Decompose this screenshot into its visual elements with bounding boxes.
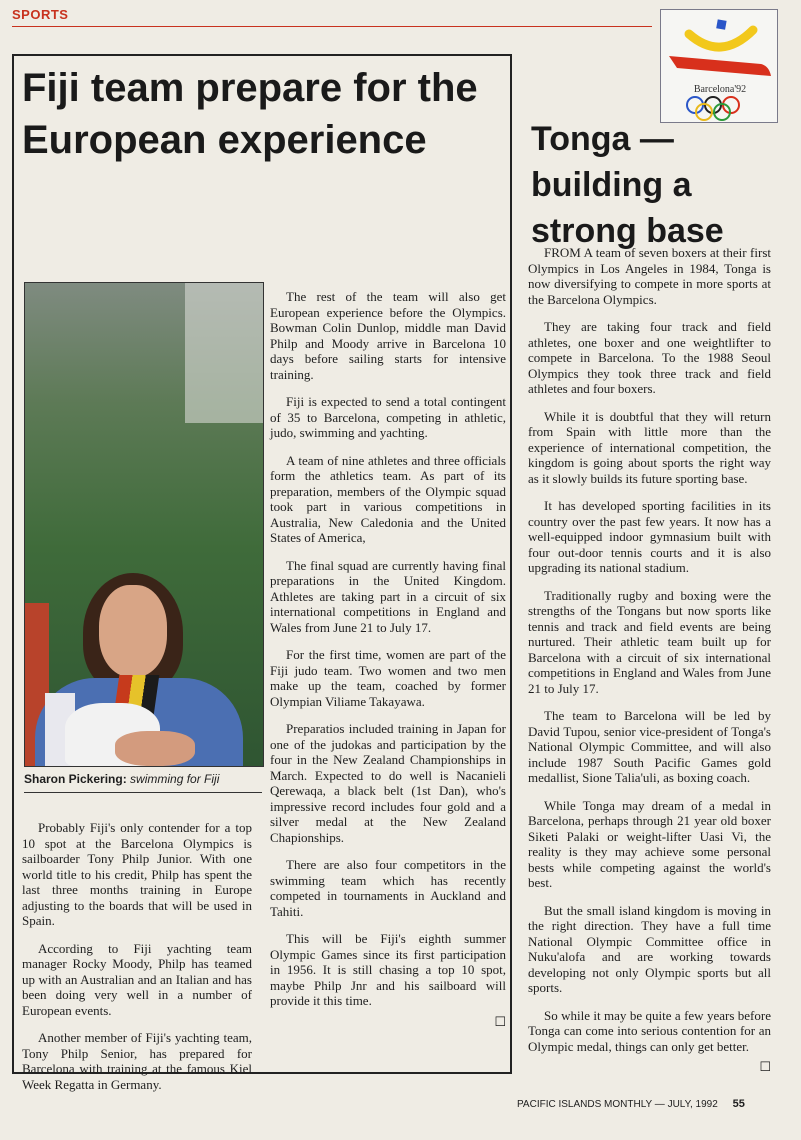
fiji-left-column xyxy=(22,820,252,1104)
tonga-paragraph: So while it may be quite a few years before Tonga can come into serious contention for an Olympic medal, things can only get better. xyxy=(528,1007,771,1054)
caption-rule xyxy=(24,792,262,793)
fiji-paragraph: Fiji is expected to send a total contingent of 35 to Barcelona, competing in athletic, judo, swimming and yachting. xyxy=(270,394,506,440)
photo-background xyxy=(185,283,263,423)
athlete-photo xyxy=(24,282,264,767)
end-mark-icon: ☐ xyxy=(759,1060,771,1075)
fiji-right-column xyxy=(270,289,506,1030)
tonga-paragraph: FROM A team of seven boxers at their first Olympics in Los Angeles in 1984, Tonga is now diversifying to compete in more sports at the Barcelona Olympics. xyxy=(528,245,771,307)
tonga-column xyxy=(528,245,771,1076)
tonga-paragraph: Traditionally rugby and boxing were the strengths of the Tongans but now sports like tennis and track and field events are being nurtured. Their athletic team built up for Barcelona with a circuit of six international competitions in England and Wales from June 21 to July 17. xyxy=(528,587,771,696)
page-footer xyxy=(517,1098,767,1110)
photo-hands xyxy=(115,731,195,766)
fiji-paragraph: According to Fiji yachting team manager Rocky Moody, Philp has teamed up with an Australian and an Italian and has been doing very well in a number of European events. xyxy=(22,940,252,1018)
caption-text: swimming for Fiji xyxy=(130,772,220,786)
fiji-paragraph: Preparatios included training in Japan for one of the judokas and participation by the four in the New Zealand Championships in March. Expected to do well is Nacanieli Qerewaqa, a black belt (1st Dan), who's impressive record includes four gold and a silver medal at the New Zealand Chapionships. xyxy=(270,721,506,845)
end-mark-icon: ☐ xyxy=(494,1014,506,1030)
photo-face xyxy=(99,585,167,677)
photo-caption xyxy=(24,772,264,792)
tonga-paragraph: But the small island kingdom is moving in the right direction. They have a full time National Olympic Committee office in Nuku'alofa and are working towards developing not only Olympic sports but all sports. xyxy=(528,902,771,995)
fiji-paragraph: For the first time, women are part of the Fiji judo team. Two women and two men make up the team, coached by former Olympian Viliame Takayawa. xyxy=(270,647,506,709)
fiji-paragraph: Probably Fiji's only contender for a top 10 spot at the Barcelona Olympics is sailboarder Tony Philp Junior. With one world title to his credit, Philp has spent the last three months training in Europe adjusting to the boards that will be used in Spain. xyxy=(22,820,252,928)
caption-name: Sharon Pickering: xyxy=(24,772,127,786)
tonga-paragraph: While it is doubtful that they will return from Spain with little more than the experience of international competition, the kingdom is going about sports the right way as it slowly builds its future sporting base. xyxy=(528,408,771,486)
barcelona-92-olympic-logo xyxy=(660,9,778,123)
fiji-paragraph: Another member of Fiji's yachting team, Tony Philp Senior, has prepared for Barcelona with training at the famous Kiel Week Regatta in Germany. xyxy=(22,1030,252,1092)
fiji-paragraph: A team of nine athletes and three officials form the athletics team. As part of its preparation, members of the Olympic squad took part in various competitions in Australia, New Caledonia and the United States of America, xyxy=(270,452,506,545)
publication-line: PACIFIC ISLANDS MONTHLY — JULY, 1992 xyxy=(517,1099,718,1110)
fiji-article xyxy=(12,54,512,1092)
fiji-headline: Fiji team prepare for the European experience xyxy=(22,66,478,162)
fiji-paragraph: This will be Fiji's eighth summer Olympic Games since its first participation in 1956. It is still chasing a top 10 spot, maybe Philp Jnr and his sailboard will provide it this time. xyxy=(270,931,506,1008)
tonga-paragraph: The team to Barcelona will be led by David Tupou, senior vice-president of Tonga's National Olympic Committee, and will also include 1987 South Pacific Games gold medallist, Sione Talia'uli, as boxing coach. xyxy=(528,708,771,785)
fiji-paragraph: The final squad are currently having final preparations in the United Kingdom. Athletes are taking part in a circuit of six international competitions in England and Wales from June 21 to July 17. xyxy=(270,557,506,635)
tonga-paragraph: They are taking four track and field athletes, one boxer and one weightlifter to compete in Barcelona. To the 1988 Seoul Olympics they took three track and field athletes and four boxers. xyxy=(528,319,771,396)
section-label: SPORTS xyxy=(12,7,69,22)
page-number: 55 xyxy=(732,1098,745,1110)
tonga-paragraph: While Tonga may dream of a medal in Barcelona, perhaps through 21 year old boxer Siketi Palaki or weight-lifter Uasi Vi, the reality is they may achieve some personal bests while competing against the world's best. xyxy=(528,797,771,890)
top-rule xyxy=(12,26,652,27)
fiji-paragraph: The rest of the team will also get European experience before the Olympics. Bowman Colin Dunlop, middle man David Philp and Moody arrive in Barcelona 10 days before sailing starts for intensive training. xyxy=(270,289,506,382)
logo-emblem-icon xyxy=(661,10,779,84)
fiji-paragraph: There are also four competitors in the swimming team which has recently competed in tournaments in Auckland and Tahiti. xyxy=(270,857,506,919)
tonga-paragraph: It has developed sporting facilities in its country over the past few years. It now has a well-equipped indoor gymnasium built with four out-door tennis courts and it is also upgrading its national stadium. xyxy=(528,498,771,575)
logo-text: Barcelona'92 xyxy=(693,84,747,95)
tonga-headline: Tonga — building a strong base xyxy=(531,120,724,250)
